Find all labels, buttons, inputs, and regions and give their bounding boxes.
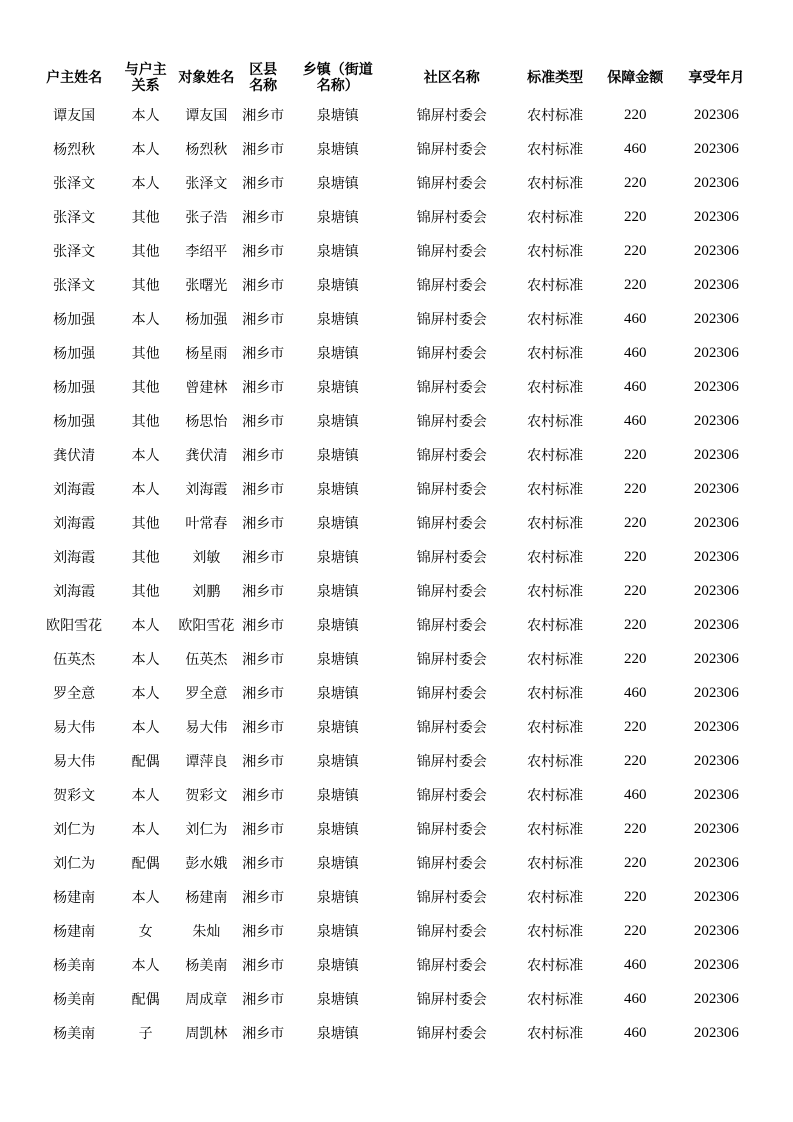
recipient-name-cell: 贺彩文 bbox=[185, 788, 228, 804]
amount-cell: 220 bbox=[624, 514, 647, 531]
recipient-name-cell: 彭水娥 bbox=[185, 856, 228, 872]
header-relation-line1: 与户主 bbox=[124, 62, 167, 78]
table-row bbox=[29, 370, 759, 404]
household-head-cell: 刘海霞 bbox=[53, 550, 96, 566]
relation-cell: 本人 bbox=[131, 448, 160, 464]
town-cell: 泉塘镇 bbox=[316, 380, 359, 396]
community-cell: 锦屏村委会 bbox=[416, 720, 487, 736]
county-cell: 湘乡市 bbox=[242, 890, 285, 906]
household-head-cell: 杨建南 bbox=[53, 890, 96, 906]
town-cell: 泉塘镇 bbox=[316, 720, 359, 736]
town-cell: 泉塘镇 bbox=[316, 108, 359, 124]
amount-cell: 460 bbox=[624, 310, 647, 327]
standard-type-cell: 农村标准 bbox=[527, 890, 584, 906]
amount-cell: 220 bbox=[624, 922, 647, 939]
recipient-name-cell: 李绍平 bbox=[185, 244, 228, 260]
assistance-table bbox=[29, 58, 759, 1050]
town-cell: 泉塘镇 bbox=[316, 142, 359, 158]
community-cell: 锦屏村委会 bbox=[416, 652, 487, 668]
amount-cell: 460 bbox=[624, 990, 647, 1007]
community-cell: 锦屏村委会 bbox=[416, 618, 487, 634]
standard-type-cell: 农村标准 bbox=[527, 142, 584, 158]
town-cell: 泉塘镇 bbox=[316, 482, 359, 498]
month-cell: 202306 bbox=[693, 820, 739, 837]
header-recipient-name: 对象姓名 bbox=[178, 70, 235, 86]
county-cell: 湘乡市 bbox=[242, 346, 285, 362]
household-head-cell: 刘仁为 bbox=[53, 822, 96, 838]
community-cell: 锦屏村委会 bbox=[416, 142, 487, 158]
household-head-cell: 杨加强 bbox=[53, 346, 96, 362]
recipient-name-cell: 张泽文 bbox=[185, 176, 228, 192]
community-cell: 锦屏村委会 bbox=[416, 890, 487, 906]
county-cell: 湘乡市 bbox=[242, 210, 285, 226]
month-cell: 202306 bbox=[693, 378, 739, 395]
standard-type-cell: 农村标准 bbox=[527, 482, 584, 498]
community-cell: 锦屏村委会 bbox=[416, 924, 487, 940]
household-head-cell: 杨加强 bbox=[53, 414, 96, 430]
standard-type-cell: 农村标准 bbox=[527, 312, 584, 328]
recipient-name-cell: 杨思怡 bbox=[185, 414, 228, 430]
table-row bbox=[29, 1016, 759, 1050]
month-cell: 202306 bbox=[693, 616, 739, 633]
relation-cell: 本人 bbox=[131, 958, 160, 974]
table-body bbox=[29, 98, 759, 1050]
household-head-cell: 杨加强 bbox=[53, 312, 96, 328]
amount-cell: 220 bbox=[624, 854, 647, 871]
community-cell: 锦屏村委会 bbox=[416, 550, 487, 566]
standard-type-cell: 农村标准 bbox=[527, 278, 584, 294]
relation-cell: 子 bbox=[138, 1026, 153, 1042]
month-cell: 202306 bbox=[693, 582, 739, 599]
relation-cell: 本人 bbox=[131, 312, 160, 328]
recipient-name-cell: 伍英杰 bbox=[185, 652, 228, 668]
relation-cell: 配偶 bbox=[131, 992, 160, 1008]
month-cell: 202306 bbox=[693, 1024, 739, 1041]
table-header bbox=[29, 58, 759, 98]
table-row bbox=[29, 676, 759, 710]
recipient-name-cell: 朱灿 bbox=[192, 924, 221, 940]
table-row bbox=[29, 234, 759, 268]
month-cell: 202306 bbox=[693, 446, 739, 463]
relation-cell: 其他 bbox=[131, 584, 160, 600]
table-row bbox=[29, 948, 759, 982]
household-head-cell: 杨建南 bbox=[53, 924, 96, 940]
table-row bbox=[29, 132, 759, 166]
table-row bbox=[29, 438, 759, 472]
town-cell: 泉塘镇 bbox=[316, 1026, 359, 1042]
header-amount: 保障金额 bbox=[607, 70, 664, 86]
county-cell: 湘乡市 bbox=[242, 584, 285, 600]
relation-cell: 其他 bbox=[131, 346, 160, 362]
town-cell: 泉塘镇 bbox=[316, 176, 359, 192]
amount-cell: 460 bbox=[624, 344, 647, 361]
relation-cell: 其他 bbox=[131, 210, 160, 226]
town-cell: 泉塘镇 bbox=[316, 414, 359, 430]
household-head-cell: 刘仁为 bbox=[53, 856, 96, 872]
month-cell: 202306 bbox=[693, 718, 739, 735]
month-cell: 202306 bbox=[693, 888, 739, 905]
town-cell: 泉塘镇 bbox=[316, 550, 359, 566]
month-cell: 202306 bbox=[693, 208, 739, 225]
table-row bbox=[29, 574, 759, 608]
household-head-cell: 欧阳雪花 bbox=[46, 618, 103, 634]
standard-type-cell: 农村标准 bbox=[527, 754, 584, 770]
amount-cell: 460 bbox=[624, 684, 647, 701]
month-cell: 202306 bbox=[693, 854, 739, 871]
household-head-cell: 刘海霞 bbox=[53, 482, 96, 498]
relation-cell: 本人 bbox=[131, 890, 160, 906]
amount-cell: 460 bbox=[624, 378, 647, 395]
county-cell: 湘乡市 bbox=[242, 822, 285, 838]
table-row bbox=[29, 880, 759, 914]
amount-cell: 460 bbox=[624, 412, 647, 429]
recipient-name-cell: 杨建南 bbox=[185, 890, 228, 906]
month-cell: 202306 bbox=[693, 174, 739, 191]
month-cell: 202306 bbox=[693, 242, 739, 259]
month-cell: 202306 bbox=[693, 106, 739, 123]
county-cell: 湘乡市 bbox=[242, 414, 285, 430]
recipient-name-cell: 刘鹏 bbox=[192, 584, 221, 600]
month-cell: 202306 bbox=[693, 344, 739, 361]
header-county bbox=[241, 58, 286, 98]
town-cell: 泉塘镇 bbox=[316, 584, 359, 600]
header-household-head-name: 户主姓名 bbox=[46, 70, 103, 86]
month-cell: 202306 bbox=[693, 650, 739, 667]
table-row bbox=[29, 404, 759, 438]
standard-type-cell: 农村标准 bbox=[527, 856, 584, 872]
household-head-cell: 张泽文 bbox=[53, 244, 96, 260]
relation-cell: 本人 bbox=[131, 618, 160, 634]
header-relation-line2: 关系 bbox=[131, 78, 160, 94]
relation-cell: 本人 bbox=[131, 108, 160, 124]
table-row bbox=[29, 982, 759, 1016]
town-cell: 泉塘镇 bbox=[316, 278, 359, 294]
relation-cell: 配偶 bbox=[131, 856, 160, 872]
table-row bbox=[29, 710, 759, 744]
town-cell: 泉塘镇 bbox=[316, 448, 359, 464]
town-cell: 泉塘镇 bbox=[316, 516, 359, 532]
month-cell: 202306 bbox=[693, 684, 739, 701]
community-cell: 锦屏村委会 bbox=[416, 380, 487, 396]
community-cell: 锦屏村委会 bbox=[416, 210, 487, 226]
month-cell: 202306 bbox=[693, 412, 739, 429]
relation-cell: 其他 bbox=[131, 380, 160, 396]
household-head-cell: 杨美南 bbox=[53, 1026, 96, 1042]
county-cell: 湘乡市 bbox=[242, 312, 285, 328]
county-cell: 湘乡市 bbox=[242, 924, 285, 940]
standard-type-cell: 农村标准 bbox=[527, 244, 584, 260]
community-cell: 锦屏村委会 bbox=[416, 448, 487, 464]
amount-cell: 460 bbox=[624, 956, 647, 973]
table-row bbox=[29, 268, 759, 302]
town-cell: 泉塘镇 bbox=[316, 924, 359, 940]
town-cell: 泉塘镇 bbox=[316, 312, 359, 328]
household-head-cell: 杨美南 bbox=[53, 992, 96, 1008]
amount-cell: 220 bbox=[624, 208, 647, 225]
standard-type-cell: 农村标准 bbox=[527, 992, 584, 1008]
amount-cell: 220 bbox=[624, 480, 647, 497]
month-cell: 202306 bbox=[693, 786, 739, 803]
amount-cell: 220 bbox=[624, 276, 647, 293]
month-cell: 202306 bbox=[693, 514, 739, 531]
county-cell: 湘乡市 bbox=[242, 244, 285, 260]
relation-cell: 本人 bbox=[131, 822, 160, 838]
county-cell: 湘乡市 bbox=[242, 380, 285, 396]
county-cell: 湘乡市 bbox=[242, 142, 285, 158]
community-cell: 锦屏村委会 bbox=[416, 754, 487, 770]
county-cell: 湘乡市 bbox=[242, 550, 285, 566]
recipient-name-cell: 周凯林 bbox=[185, 1026, 228, 1042]
standard-type-cell: 农村标准 bbox=[527, 788, 584, 804]
amount-cell: 220 bbox=[624, 888, 647, 905]
relation-cell: 配偶 bbox=[131, 754, 160, 770]
household-head-cell: 杨烈秋 bbox=[53, 142, 96, 158]
county-cell: 湘乡市 bbox=[242, 482, 285, 498]
town-cell: 泉塘镇 bbox=[316, 890, 359, 906]
table-row bbox=[29, 336, 759, 370]
household-head-cell: 罗全意 bbox=[53, 686, 96, 702]
town-cell: 泉塘镇 bbox=[316, 686, 359, 702]
standard-type-cell: 农村标准 bbox=[527, 346, 584, 362]
community-cell: 锦屏村委会 bbox=[416, 108, 487, 124]
relation-cell: 本人 bbox=[131, 142, 160, 158]
community-cell: 锦屏村委会 bbox=[416, 1026, 487, 1042]
recipient-name-cell: 杨美南 bbox=[185, 958, 228, 974]
standard-type-cell: 农村标准 bbox=[527, 550, 584, 566]
county-cell: 湘乡市 bbox=[242, 618, 285, 634]
recipient-name-cell: 谭友国 bbox=[185, 108, 228, 124]
month-cell: 202306 bbox=[693, 548, 739, 565]
standard-type-cell: 农村标准 bbox=[527, 924, 584, 940]
amount-cell: 220 bbox=[624, 242, 647, 259]
household-head-cell: 易大伟 bbox=[53, 754, 96, 770]
standard-type-cell: 农村标准 bbox=[527, 448, 584, 464]
household-head-cell: 张泽文 bbox=[53, 176, 96, 192]
relation-cell: 本人 bbox=[131, 686, 160, 702]
standard-type-cell: 农村标准 bbox=[527, 176, 584, 192]
table-row bbox=[29, 166, 759, 200]
county-cell: 湘乡市 bbox=[242, 278, 285, 294]
standard-type-cell: 农村标准 bbox=[527, 414, 584, 430]
town-cell: 泉塘镇 bbox=[316, 210, 359, 226]
header-relation bbox=[119, 58, 172, 98]
table-row bbox=[29, 812, 759, 846]
recipient-name-cell: 罗全意 bbox=[185, 686, 228, 702]
recipient-name-cell: 杨加强 bbox=[185, 312, 228, 328]
amount-cell: 220 bbox=[624, 174, 647, 191]
table-row bbox=[29, 846, 759, 880]
county-cell: 湘乡市 bbox=[242, 958, 285, 974]
town-cell: 泉塘镇 bbox=[316, 754, 359, 770]
community-cell: 锦屏村委会 bbox=[416, 958, 487, 974]
amount-cell: 220 bbox=[624, 718, 647, 735]
recipient-name-cell: 欧阳雪花 bbox=[178, 618, 235, 634]
household-head-cell: 刘海霞 bbox=[53, 516, 96, 532]
town-cell: 泉塘镇 bbox=[316, 618, 359, 634]
recipient-name-cell: 张子浩 bbox=[185, 210, 228, 226]
community-cell: 锦屏村委会 bbox=[416, 278, 487, 294]
standard-type-cell: 农村标准 bbox=[527, 958, 584, 974]
recipient-name-cell: 周成章 bbox=[185, 992, 228, 1008]
recipient-name-cell: 张曙光 bbox=[185, 278, 228, 294]
table-row bbox=[29, 302, 759, 336]
relation-cell: 本人 bbox=[131, 652, 160, 668]
household-head-cell: 易大伟 bbox=[53, 720, 96, 736]
relation-cell: 本人 bbox=[131, 176, 160, 192]
header-town-line2: 名称） bbox=[316, 78, 359, 94]
table-row bbox=[29, 200, 759, 234]
month-cell: 202306 bbox=[693, 922, 739, 939]
month-cell: 202306 bbox=[693, 956, 739, 973]
table-row bbox=[29, 914, 759, 948]
header-town bbox=[286, 58, 390, 98]
relation-cell: 女 bbox=[138, 924, 153, 940]
town-cell: 泉塘镇 bbox=[316, 992, 359, 1008]
community-cell: 锦屏村委会 bbox=[416, 176, 487, 192]
county-cell: 湘乡市 bbox=[242, 108, 285, 124]
household-head-cell: 杨美南 bbox=[53, 958, 96, 974]
community-cell: 锦屏村委会 bbox=[416, 788, 487, 804]
table-row bbox=[29, 98, 759, 132]
amount-cell: 220 bbox=[624, 106, 647, 123]
standard-type-cell: 农村标准 bbox=[527, 108, 584, 124]
amount-cell: 220 bbox=[624, 752, 647, 769]
community-cell: 锦屏村委会 bbox=[416, 312, 487, 328]
community-cell: 锦屏村委会 bbox=[416, 516, 487, 532]
month-cell: 202306 bbox=[693, 480, 739, 497]
town-cell: 泉塘镇 bbox=[316, 822, 359, 838]
header-county-line2: 名称 bbox=[249, 78, 278, 94]
county-cell: 湘乡市 bbox=[242, 1026, 285, 1042]
county-cell: 湘乡市 bbox=[242, 856, 285, 872]
header-county-line1: 区县 bbox=[249, 62, 278, 78]
header-row bbox=[29, 58, 759, 98]
county-cell: 湘乡市 bbox=[242, 754, 285, 770]
community-cell: 锦屏村委会 bbox=[416, 686, 487, 702]
standard-type-cell: 农村标准 bbox=[527, 652, 584, 668]
county-cell: 湘乡市 bbox=[242, 652, 285, 668]
relation-cell: 本人 bbox=[131, 482, 160, 498]
recipient-name-cell: 叶常春 bbox=[185, 516, 228, 532]
header-month: 享受年月 bbox=[688, 70, 745, 86]
household-head-cell: 贺彩文 bbox=[53, 788, 96, 804]
month-cell: 202306 bbox=[693, 752, 739, 769]
header-standard-type: 标准类型 bbox=[527, 70, 584, 86]
amount-cell: 460 bbox=[624, 786, 647, 803]
amount-cell: 220 bbox=[624, 650, 647, 667]
recipient-name-cell: 易大伟 bbox=[185, 720, 228, 736]
header-town-line1: 乡镇（街道 bbox=[302, 62, 373, 78]
community-cell: 锦屏村委会 bbox=[416, 822, 487, 838]
relation-cell: 其他 bbox=[131, 550, 160, 566]
community-cell: 锦屏村委会 bbox=[416, 244, 487, 260]
table-row bbox=[29, 506, 759, 540]
relation-cell: 其他 bbox=[131, 414, 160, 430]
county-cell: 湘乡市 bbox=[242, 448, 285, 464]
standard-type-cell: 农村标准 bbox=[527, 210, 584, 226]
household-head-cell: 伍英杰 bbox=[53, 652, 96, 668]
town-cell: 泉塘镇 bbox=[316, 856, 359, 872]
community-cell: 锦屏村委会 bbox=[416, 584, 487, 600]
relation-cell: 本人 bbox=[131, 720, 160, 736]
table-row bbox=[29, 608, 759, 642]
header-community: 社区名称 bbox=[423, 70, 480, 86]
standard-type-cell: 农村标准 bbox=[527, 380, 584, 396]
household-head-cell: 张泽文 bbox=[53, 278, 96, 294]
household-head-cell: 杨加强 bbox=[53, 380, 96, 396]
standard-type-cell: 农村标准 bbox=[527, 584, 584, 600]
amount-cell: 220 bbox=[624, 446, 647, 463]
standard-type-cell: 农村标准 bbox=[527, 516, 584, 532]
county-cell: 湘乡市 bbox=[242, 992, 285, 1008]
household-head-cell: 谭友国 bbox=[53, 108, 96, 124]
amount-cell: 220 bbox=[624, 820, 647, 837]
standard-type-cell: 农村标准 bbox=[527, 720, 584, 736]
amount-cell: 460 bbox=[624, 1024, 647, 1041]
county-cell: 湘乡市 bbox=[242, 686, 285, 702]
standard-type-cell: 农村标准 bbox=[527, 686, 584, 702]
month-cell: 202306 bbox=[693, 140, 739, 157]
month-cell: 202306 bbox=[693, 310, 739, 327]
table-row bbox=[29, 642, 759, 676]
county-cell: 湘乡市 bbox=[242, 176, 285, 192]
relation-cell: 其他 bbox=[131, 244, 160, 260]
county-cell: 湘乡市 bbox=[242, 516, 285, 532]
community-cell: 锦屏村委会 bbox=[416, 482, 487, 498]
recipient-name-cell: 杨烈秋 bbox=[185, 142, 228, 158]
town-cell: 泉塘镇 bbox=[316, 652, 359, 668]
recipient-name-cell: 龚伏清 bbox=[185, 448, 228, 464]
month-cell: 202306 bbox=[693, 276, 739, 293]
community-cell: 锦屏村委会 bbox=[416, 992, 487, 1008]
community-cell: 锦屏村委会 bbox=[416, 346, 487, 362]
community-cell: 锦屏村委会 bbox=[416, 856, 487, 872]
standard-type-cell: 农村标准 bbox=[527, 618, 584, 634]
amount-cell: 220 bbox=[624, 616, 647, 633]
recipient-name-cell: 杨星雨 bbox=[185, 346, 228, 362]
amount-cell: 220 bbox=[624, 548, 647, 565]
recipient-name-cell: 刘敏 bbox=[192, 550, 221, 566]
standard-type-cell: 农村标准 bbox=[527, 1026, 584, 1042]
table-row bbox=[29, 472, 759, 506]
relation-cell: 其他 bbox=[131, 516, 160, 532]
household-head-cell: 刘海霞 bbox=[53, 584, 96, 600]
amount-cell: 460 bbox=[624, 140, 647, 157]
recipient-name-cell: 刘仁为 bbox=[185, 822, 228, 838]
amount-cell: 220 bbox=[624, 582, 647, 599]
relation-cell: 其他 bbox=[131, 278, 160, 294]
town-cell: 泉塘镇 bbox=[316, 958, 359, 974]
household-head-cell: 龚伏清 bbox=[53, 448, 96, 464]
recipient-name-cell: 曾建林 bbox=[185, 380, 228, 396]
month-cell: 202306 bbox=[693, 990, 739, 1007]
standard-type-cell: 农村标准 bbox=[527, 822, 584, 838]
town-cell: 泉塘镇 bbox=[316, 346, 359, 362]
county-cell: 湘乡市 bbox=[242, 788, 285, 804]
community-cell: 锦屏村委会 bbox=[416, 414, 487, 430]
town-cell: 泉塘镇 bbox=[316, 244, 359, 260]
recipient-name-cell: 谭萍良 bbox=[185, 754, 228, 770]
relation-cell: 本人 bbox=[131, 788, 160, 804]
county-cell: 湘乡市 bbox=[242, 720, 285, 736]
table-row bbox=[29, 778, 759, 812]
table-row bbox=[29, 540, 759, 574]
household-head-cell: 张泽文 bbox=[53, 210, 96, 226]
town-cell: 泉塘镇 bbox=[316, 788, 359, 804]
table-row bbox=[29, 744, 759, 778]
recipient-name-cell: 刘海霞 bbox=[185, 482, 228, 498]
